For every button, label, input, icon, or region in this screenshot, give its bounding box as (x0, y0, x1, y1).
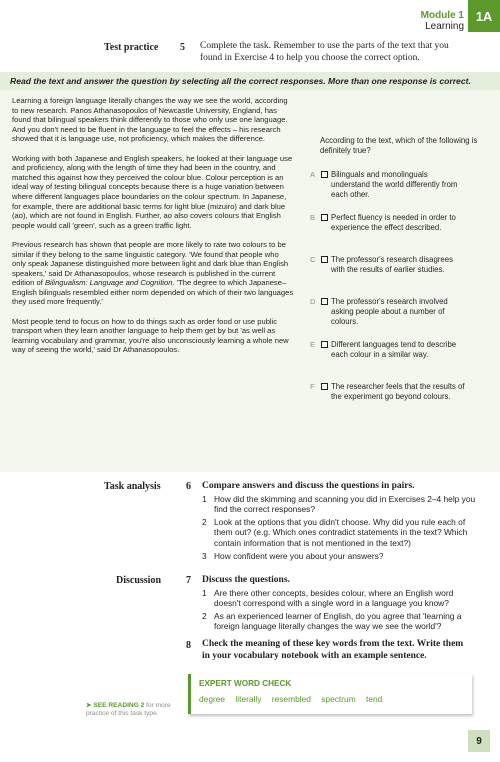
option-b-checkbox[interactable] (321, 214, 328, 221)
module-label: Module 1 (420, 10, 464, 21)
journal-title: Bilingualism: Language and Cognition (44, 278, 173, 288)
key-word: resembled (271, 694, 311, 704)
option-c-checkbox[interactable] (321, 256, 328, 263)
exercise-7-number: 7 (186, 575, 191, 586)
cross-reference-link[interactable]: SEE READING 2 (93, 702, 145, 709)
option-a-checkbox[interactable] (321, 171, 328, 178)
item-number: 2 (202, 517, 207, 527)
exercise-6-heading: Compare answers and discuss the questions in pairs. (202, 481, 415, 491)
item-text: As an experienced learner of English, do you agree that 'learning a foreign language literally changes the way we see the world'? (214, 611, 462, 632)
article-paragraph-1: Learning a foreign language literally changes the way we see the world, according to new research. Panos Athanasopoulos of Newcastle University, England, has found that bilingual speakers think differently to those who only use one language. And you don't need to be fluent in the language to feel the effects – his research showed that it is language use, not proficiency, which makes the difference. (12, 96, 288, 144)
exercise-8-number: 8 (186, 640, 191, 651)
task-instruction: Read the text and answer the question by selecting all the correct responses. More than one response is correct. (10, 76, 471, 86)
key-words-list (199, 694, 390, 704)
exercise-8-line-1: Check the meaning of these key words from the text. Write them (202, 639, 464, 649)
exercise-5-line-1: Complete the task. Remember to use the parts of the text that you (200, 41, 449, 51)
exercise-8-line-2: in your vocabulary notebook with an example sentence. (202, 650, 427, 661)
discussion-label: Discussion (116, 575, 162, 586)
unit-badge: 1A (468, 0, 500, 32)
article-paragraph-3-part-1: Previous research has shown that people are more likely to rate two colours to be similar if they belong to the same linguistic category. 'We found that people who only speak Japanese distinguished more between light and dark blue than English speakers,' said Dr Athanasopoulos, whose research is published in the current edition of (12, 239, 289, 288)
option-letter: F (310, 382, 315, 391)
key-word: tend (366, 694, 383, 704)
option-b (310, 213, 490, 233)
option-letter: D (310, 297, 316, 306)
option-text: Bilinguals and monolinguals understand the world differently from each other. (331, 170, 458, 199)
option-letter: C (310, 255, 316, 264)
task-analysis-item-1 (202, 494, 482, 515)
option-d-checkbox[interactable] (321, 298, 328, 305)
option-f (310, 382, 490, 402)
article-paragraph-3-part-2: . 'The degree to which Japanese–English bilinguals resembled either norm depended on which of their two languages they used more frequently.' (12, 278, 294, 307)
expert-word-check-title: EXPERT WORD CHECK (199, 679, 292, 688)
option-letter: B (310, 213, 316, 222)
discussion-item-1 (202, 588, 482, 609)
item-number: 3 (202, 551, 207, 561)
article-paragraph-4: Most people tend to focus on how to do things such as order food or use public transport when they learn another language to help them get by but 'as well as learning vocabulary and grammar, you're also unconsciously learning a whole new way of seeing the world,' said Dr Athanasopoulos. (12, 316, 289, 355)
question-text: According to the text, which of the following is definitely true? (320, 136, 478, 155)
option-text: The professor's research disagrees with the results of earlier studies. (331, 255, 453, 274)
item-number: 2 (202, 611, 207, 621)
exercise-5-instructions (200, 41, 490, 64)
option-f-checkbox[interactable] (321, 383, 328, 390)
item-number: 1 (202, 494, 207, 504)
option-e-checkbox[interactable] (321, 341, 328, 348)
option-text: Perfect fluency is needed in order to experience the effect described. (331, 213, 456, 232)
exercise-5-line-2: found in Exercise 4 to help you choose the correct option. (200, 52, 420, 63)
option-text: The professor's research involved asking people about a number of colours. (331, 297, 448, 326)
item-text: Are there other concepts, besides colour, where an English word doesn't correspond with a single word in a language you know? (214, 588, 454, 609)
task-analysis-item-2 (202, 517, 482, 548)
cross-reference-note (86, 702, 176, 718)
reading-text (12, 96, 294, 355)
option-c (310, 255, 490, 275)
article-paragraph-2: Working with both Japanese and English speakers, he looked at their language use and proficiency, along with the length of time they had been in the country, and matched this against how they perceived the colour blue. Colour perception is an ideal way of testing bilingual concepts because there is a huge variation between where different languages place boundaries on the colour spectrum. In Japanese, for example, there are additional basic terms for light blue (mizuiro) and dark blue (ao), which are not found in English. Further, ao also covers colours that English people would call 'green', such as a green traffic light. (12, 153, 293, 230)
option-e (310, 340, 490, 360)
module-section: Learning (425, 21, 464, 32)
key-word: literally (235, 694, 262, 704)
item-text: How confident were you about your answers? (214, 551, 384, 561)
task-analysis-item-3 (202, 551, 482, 561)
item-text: How did the skimming and scanning you did in Exercises 2–4 help you find the correct responses? (214, 494, 476, 515)
task-analysis-label: Task analysis (104, 481, 161, 492)
module-heading (421, 10, 464, 32)
exercise-7-heading: Discuss the questions. (202, 575, 290, 585)
exercise-6-number: 6 (186, 481, 191, 492)
page-number: 9 (468, 730, 490, 752)
key-word: spectrum (321, 694, 356, 704)
option-d (310, 297, 490, 327)
option-text: The researcher feels that the results of the experiment go beyond colours. (331, 382, 465, 401)
key-word: degree (199, 694, 226, 704)
expert-word-check-box (188, 674, 472, 714)
option-letter: A (310, 170, 316, 179)
item-text: Look at the options that you didn't choose. Why did you rule each of them out? (e.g. Which ones contradict statements in the text? Which contain information that is not mentioned in the text?) (214, 517, 468, 548)
option-letter: E (310, 340, 316, 349)
exercise-8-instructions (202, 639, 492, 662)
cross-reference-text: for more practice of this task type. (86, 702, 171, 717)
test-practice-label: Test practice (104, 42, 159, 53)
exercise-5-number: 5 (180, 42, 185, 53)
discussion-item-2 (202, 611, 482, 632)
article-paragraph-3 (12, 240, 294, 307)
option-a (310, 170, 490, 200)
arrow-icon: ➤ (86, 702, 92, 709)
item-number: 1 (202, 588, 207, 598)
option-text: Different languages tend to describe each colour in a similar way. (331, 340, 457, 359)
